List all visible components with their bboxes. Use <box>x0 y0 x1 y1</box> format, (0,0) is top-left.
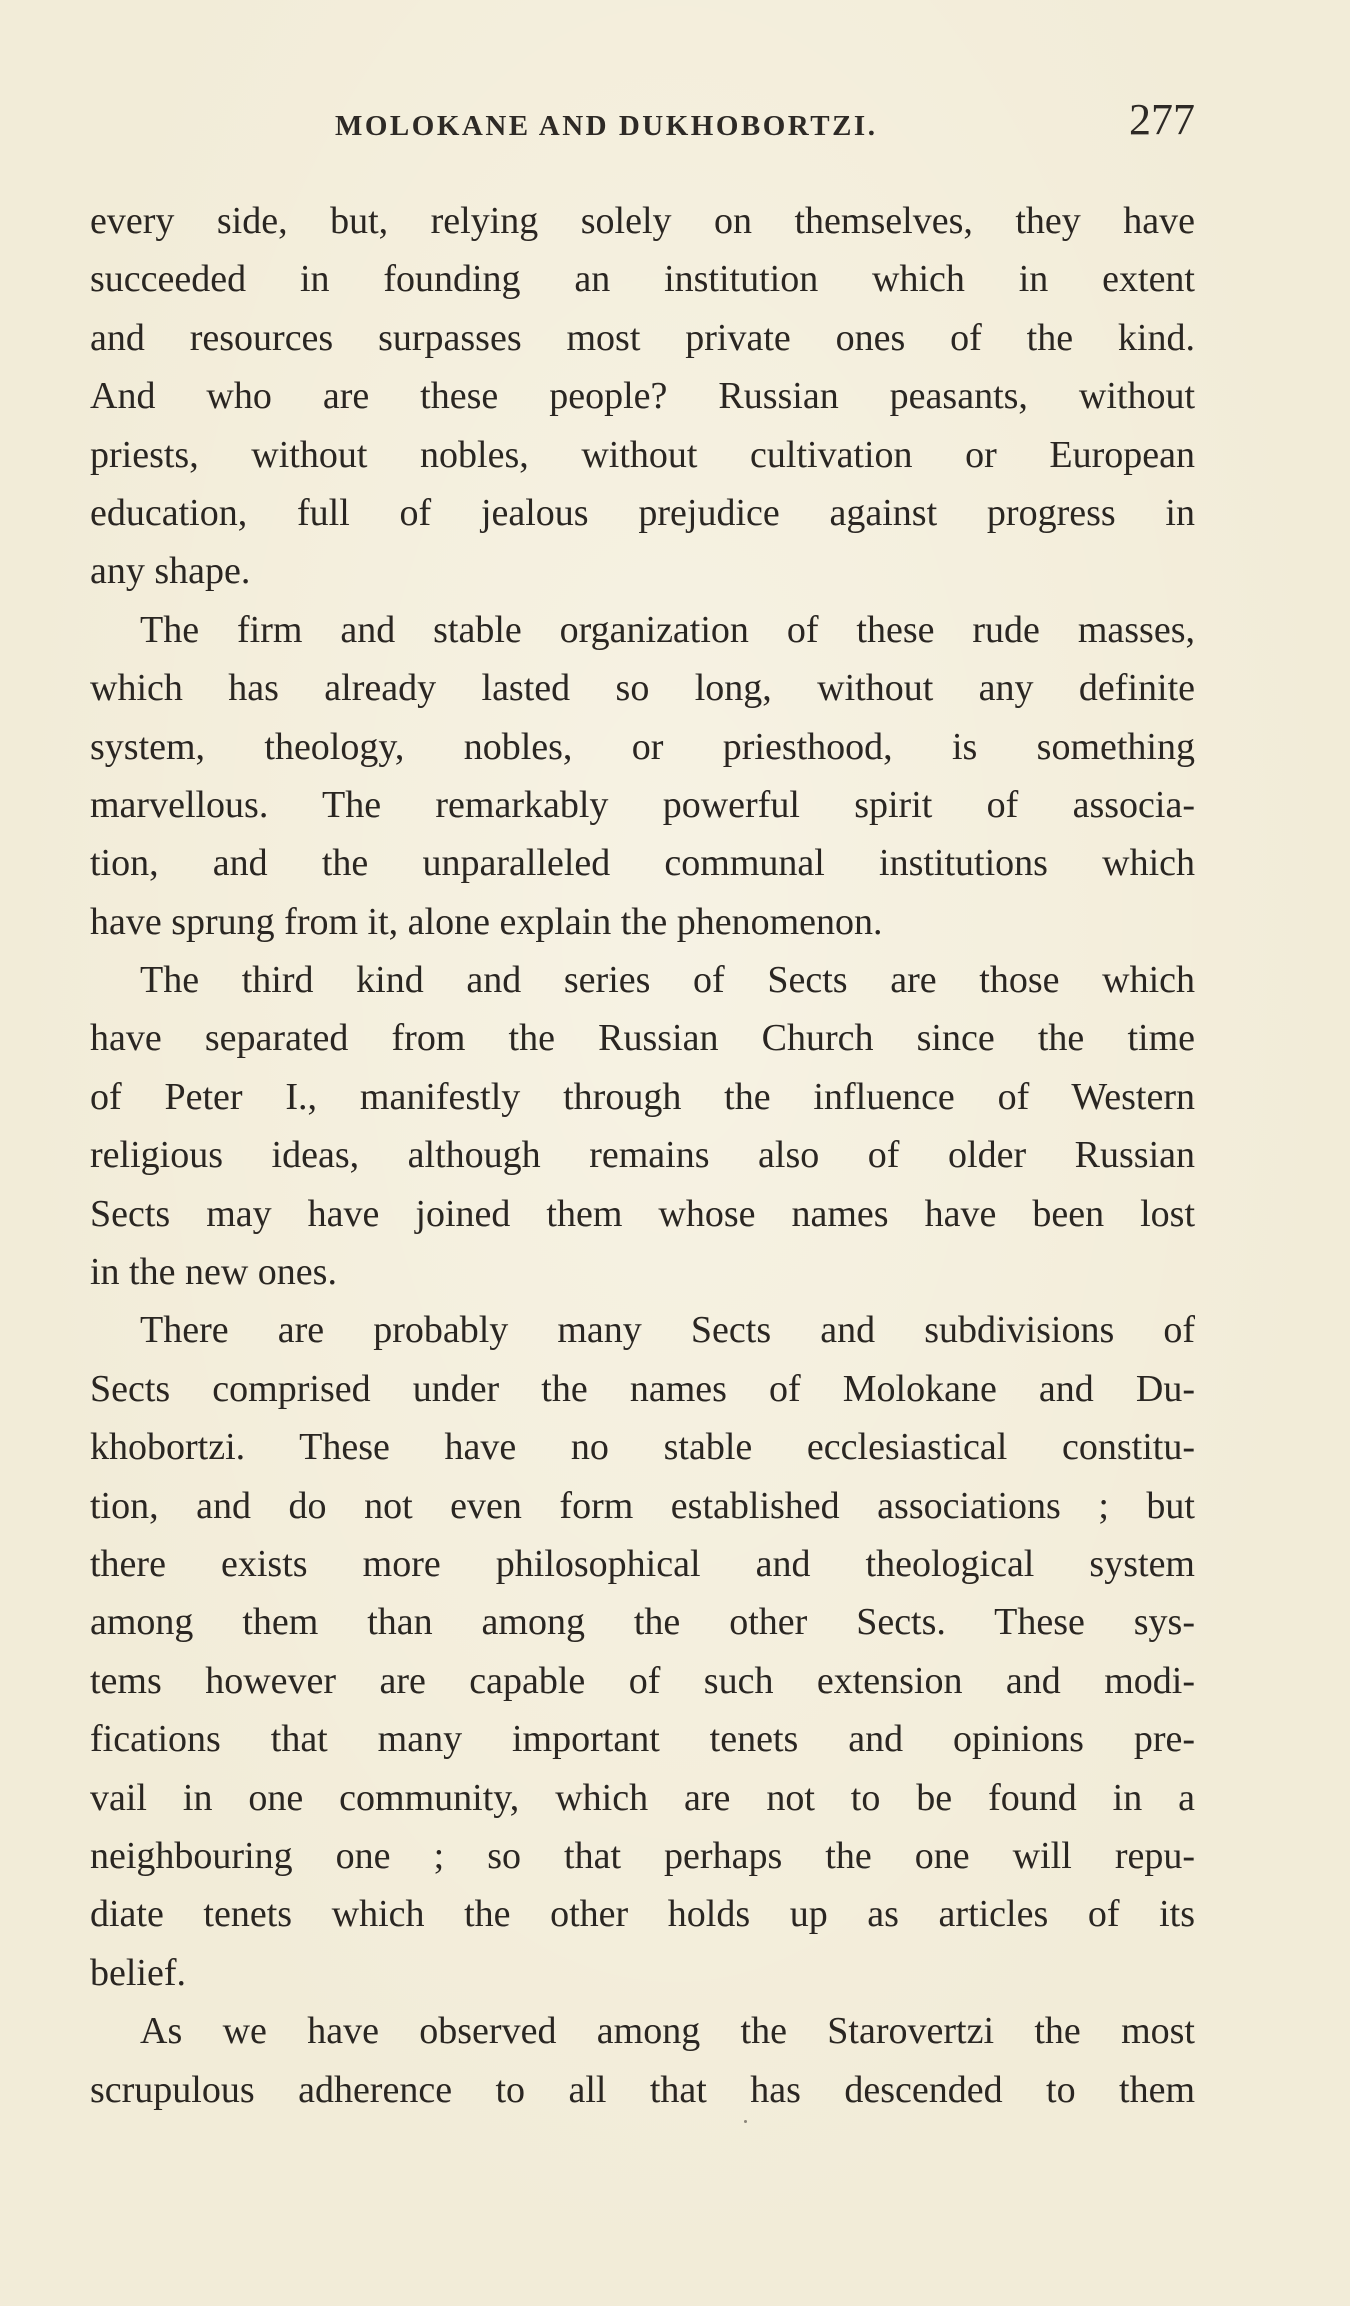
text-line: fications that many important tenets and opinions pre- <box>90 1718 1195 1761</box>
text-line: The third kind and series of Sects are those which <box>140 959 1195 1002</box>
body-text <box>90 192 1195 2119</box>
text-line: priests, without nobles, without cultivation or European <box>90 433 1195 476</box>
text-line: As we have observed among the Starovertzi the most <box>140 2010 1195 2053</box>
text-line: succeeded in founding an institution which in extent <box>90 258 1195 301</box>
text-line: there exists more philosophical and theological system <box>90 1542 1195 1585</box>
text-line: There are probably many Sects and subdivisions of <box>140 1309 1195 1352</box>
text-line: Sects may have joined them whose names have been lost <box>90 1192 1195 1235</box>
text-line: have sprung from it, alone explain the phenomenon. <box>90 900 883 943</box>
text-line: education, full of jealous prejudice against progress in <box>90 491 1195 534</box>
running-title: MOLOKANE AND DUKHOBORTZI. <box>335 110 878 142</box>
text-line: among them than among the other Sects. These sys- <box>90 1601 1195 1644</box>
text-line: tion, and the unparalleled communal institutions which <box>90 842 1195 885</box>
text-line: system, theology, nobles, or priesthood, is something <box>90 725 1195 768</box>
text-line: vail in one community, which are not to be found in a <box>90 1776 1195 1819</box>
text-line: have separated from the Russian Church since the time <box>90 1017 1195 1060</box>
text-line: khobortzi. These have no stable ecclesiastical constitu- <box>90 1426 1195 1469</box>
text-line: The firm and stable organization of these rude masses, <box>140 608 1195 651</box>
text-line: any shape. <box>90 550 251 593</box>
text-line: of Peter I., manifestly through the influence of Western <box>90 1075 1195 1118</box>
text-line: in the new ones. <box>90 1251 337 1294</box>
text-line: neighbouring one ; so that perhaps the one will repu- <box>90 1834 1195 1877</box>
text-line: marvellous. The remarkably powerful spirit of associa- <box>90 783 1195 826</box>
text-line: every side, but, relying solely on themselves, they have <box>90 200 1195 242</box>
text-line: religious ideas, although remains also of older Russian <box>90 1134 1195 1177</box>
text-line: Sects comprised under the names of Molokane and Du- <box>90 1367 1195 1410</box>
text-line: And who are these people? Russian peasants, without <box>90 375 1195 418</box>
text-line: scrupulous adherence to all that has descended to them <box>90 2068 1195 2111</box>
text-line: tems however are capable of such extension and modi- <box>90 1659 1195 1702</box>
text-line: which has already lasted so long, without any definite <box>90 667 1195 710</box>
text-line: diate tenets which the other holds up as articles of its <box>90 1893 1195 1936</box>
page-number: 277 <box>1129 95 1195 144</box>
paper-speck <box>744 2120 747 2123</box>
text-line: belief. <box>90 1951 187 1994</box>
running-head <box>90 92 1195 152</box>
text-line: tion, and do not even form established associations ; but <box>90 1484 1195 1527</box>
text-line: and resources surpasses most private ones of the kind. <box>90 316 1195 359</box>
